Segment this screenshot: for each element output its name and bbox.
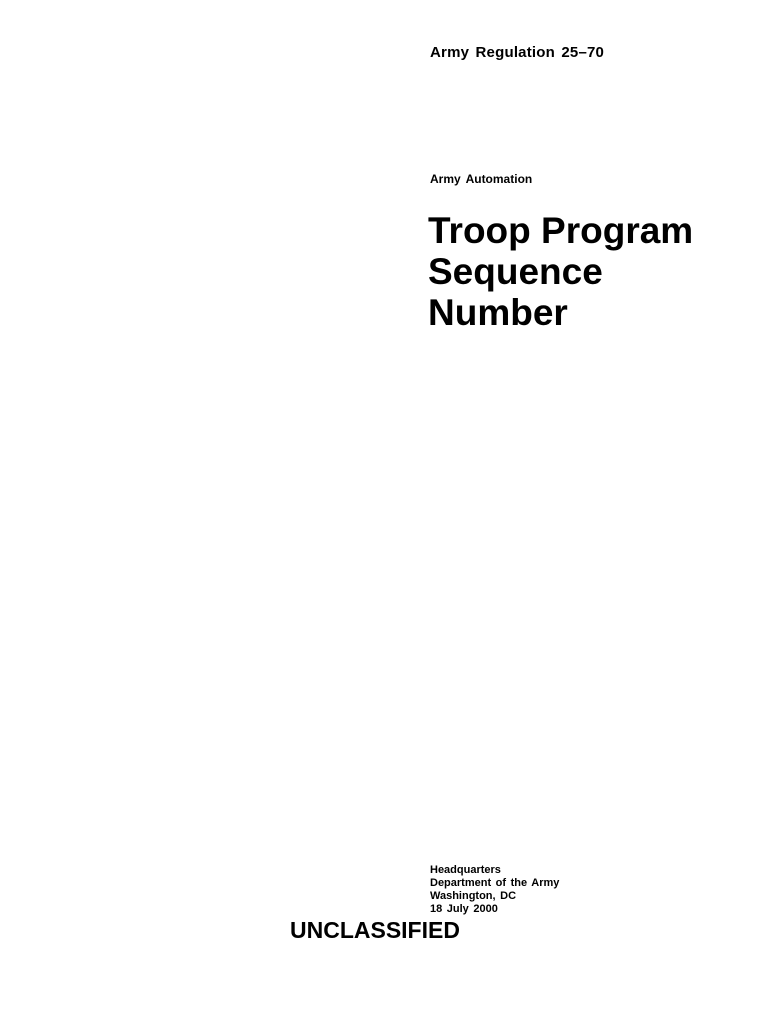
issuer-line: Headquarters [430,864,501,876]
title-line: Number [428,292,568,333]
title-line: Sequence [428,251,603,292]
issuer-block [430,864,559,916]
subject-category: Army Automation [430,172,533,186]
classification-marking: UNCLASSIFIED [290,917,460,943]
issue-date: 18 July 2000 [430,903,498,915]
issuer-line: Department of the Army [430,877,560,889]
issuer-line: Washington, DC [430,890,517,902]
document-title [428,210,693,333]
regulation-number: Army Regulation 25–70 [430,44,605,61]
title-line: Troop Program [428,210,694,251]
